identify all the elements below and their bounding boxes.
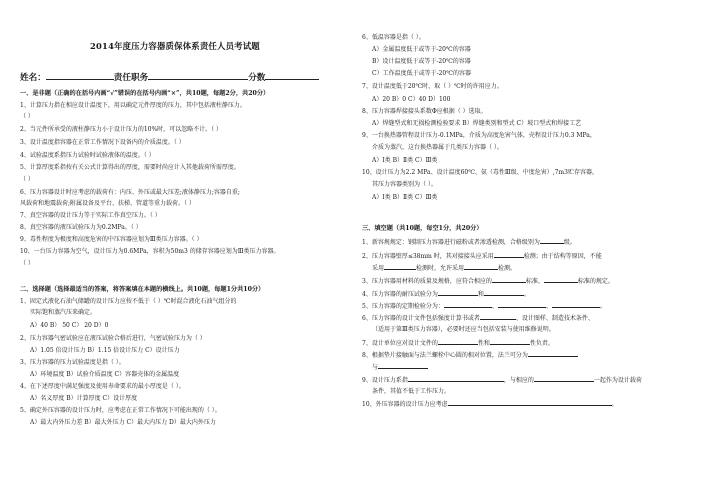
fill-q2-blank-2[interactable] [384,264,416,270]
tf-q5-answer: （ ） [20,176,34,183]
fill-q7-end: 性负责。 [529,340,554,347]
fill-q9-text: 9、设计压力系指 [362,377,408,384]
fill-q4-end: 。 [523,291,530,298]
tf-q10: 10、一台压力容器为空气，设计压力为0.6MPa，容积为50m3 的储存容器应划为Ⅲ类压力容器。 [20,248,280,255]
mc-q6-option-c: C）工作温度低于或等于-20℃的容器 [372,70,471,77]
fill-q8-cont [372,363,428,371]
fill-q4-text: 4、压力容器的耐压试验分为 [362,291,438,298]
fill-q3-blank-2[interactable] [544,277,578,283]
fill-q10-blank[interactable] [448,400,612,406]
mc-q3-options: A）环境温度 B）试验介质温度 C）容器壳体的金属温度 [30,371,180,378]
fill-q9-text-3: 一起作为设计载荷 [593,377,642,384]
fill-q1-blank[interactable] [540,238,564,244]
score-blank [265,72,319,80]
fill-q2-blank-3[interactable] [464,264,498,270]
mc-q2-options: A）1.05 倍设计压力 B）1.15 倍设计压力 C）设计压力 [30,347,180,354]
tf-q1-answer: （ ） [20,113,34,120]
fill-q9-text-2: ，与相应的 [503,377,534,384]
fill-q1-end: 级。 [563,239,576,246]
fill-q8-blank-2[interactable] [378,363,428,369]
mc-q7-options: A）20 B）0 C）40 D）100 [372,96,451,103]
mc-heading: 二、选择题（选择最适当的答案，将答案填在本题的横线上。共10题，每题1分共10分） [20,286,265,293]
fill-q9-cont: 条件，其值不低于工作压力。 [372,388,451,395]
mc-q4: 4、在下述厚度中满足强度及使用寿命要求的最小厚度是（ ）。 [20,383,185,390]
mc-q8: 8、压力容器焊接接头系数Φ应根据（ ）选取。 [362,108,487,115]
tf-q2: 2、当元件所承受的液柱静压力小于设计压力的10%时，可以忽略不计。（ ） [20,126,223,133]
post-blank [148,72,248,80]
fill-q1 [362,238,576,246]
fill-q8-blank-1[interactable] [528,351,578,357]
tf-q7: 7、真空容器的设计压力等于实际工作真空压力。（ ） [20,212,161,219]
fill-q7-blank-1[interactable] [438,339,478,345]
mc-q10-options: A）Ⅰ类 B）Ⅱ类 C）Ⅲ类 [372,194,438,201]
mc-q1-options: A）40 B） 50 C） 20 D）0 [30,322,109,329]
fill-q2-text-2: 检测；由于结构等原因，不能 [523,253,602,260]
fill-q7-blank-2[interactable] [490,339,530,345]
fill-q6 [362,314,594,322]
mc-q6-option-b: B）设计温度低于或等于-20℃的容器 [372,58,471,65]
exam-title: 2014年度压力容器质保体系责任人员考试题 [90,41,260,51]
fill-heading: 三、填空题（共10题，每空1分，共20分） [362,225,483,232]
fill-q5 [362,302,606,310]
mc-q4-options: A）名义厚度 B）计算厚度 C）设计厚度 [30,395,138,402]
tf-q6: 6、压力容器设计时应考虑的载荷有：内压、外压或最大压差;液体静压力;容器自重; [20,189,240,196]
tf-q10-answer: （ ） [20,260,34,267]
fill-q5-blank-2[interactable] [498,302,546,308]
mc-q1: 1、固定式液化石油气储罐的设计压力应按不低于（ ）℃时混合液化石油气组分的 [20,298,237,305]
fill-q10 [362,400,618,408]
fill-q5-sep-2: 、 [545,303,552,310]
fill-q6-text: 6、压力容器的设计文件包括强度计算书或者 [362,315,480,322]
tf-q4: 4、试验温度系指压力试验时试验液体的温度。（ ） [20,152,155,159]
mc-q2: 2、压力容器气密试验应在液压试验合格后进行，气密试验压力为（ ） [20,335,206,342]
mc-q7: 7、设计温度低于20℃时，取（ ）℃时的许用应力。 [362,83,503,90]
fill-q4 [362,290,530,298]
fill-q5-blank-1[interactable] [444,302,492,308]
fill-q8-text-2: 与 [372,364,379,371]
mc-q6: 6、低温容器是指（ ）。 [362,34,425,41]
tf-q1: 1、计算压力指在相应设计温度下，用以确定元件厚度的压力，其中包括液柱静压力。 [20,102,246,109]
mc-q9-cont: 介质为蒸汽，这台换热器属于几类压力容器（ ）。 [372,144,503,151]
name-label: 姓名： [20,73,46,83]
name-blank [46,72,114,80]
fill-q3-end: 标准的规定。 [577,278,614,285]
mc-q9-options: A）Ⅰ类 B）Ⅱ类 C）Ⅲ类 [372,157,438,164]
name-line [20,71,319,83]
fill-q6-blank[interactable] [480,314,516,320]
mc-q8-options: A）焊缝型式和无损检测检验要求 B）焊缝类别和型式 C）坡口型式和焊接工艺 [372,120,582,127]
fill-q9-blank-1[interactable] [408,376,504,382]
fill-q2 [362,252,602,260]
fill-q5-end: 。 [599,303,606,310]
mc-q5-options: A）最大内外压力差 B）最大外压力 C）最大内压力 D）最大内外压力 [30,419,216,426]
fill-q2-blank-1[interactable] [494,252,524,258]
tf-q5: 5、计算厚度系指按有关公式计算得出的厚度，需要时尚应计入其他载荷所需厚度。 [20,164,240,171]
fill-q2-text-4: 检测时，允许采用 [416,265,465,272]
fill-q3 [362,277,614,285]
fill-q3-text-2: 标准、 [525,278,544,285]
fill-q2-text-3: 采用 [372,265,385,272]
fill-q8-text: 8、根据垫片接触面与法兰螺栓中心圆的相对位置，法兰可分为 [362,352,528,359]
fill-q5-blank-3[interactable] [552,302,600,308]
fill-q9-blank-2[interactable] [534,376,594,382]
fill-q10-text: 10、外压容器的设计压力应考虑 [362,401,448,408]
fill-q2-cont [372,264,516,272]
fill-q10-end: 。 [611,401,618,408]
fill-q4-blank-2[interactable] [484,290,524,296]
mc-q6-option-a: A）金属温度低于或等于-20℃的容器 [372,46,471,53]
fill-q5-text: 5、压力容器的定期检验分为： [362,303,444,310]
fill-q8 [362,351,578,359]
fill-q5-sep-1: 、 [491,303,498,310]
score-label: 分数 [248,73,266,83]
fill-q2-end: 检测。 [498,265,517,272]
tf-heading: 一、是非题（正确的在括号内画“√”错误的在括号内画“×”，共10题，每题2分，共20分） [20,90,270,97]
mc-q3: 3、压力容器的压力试验温度是指（ ）。 [20,359,125,366]
fill-q2-text: 2、压力容器壁厚≤38mm 时，其对接接头应采用 [362,253,494,260]
fill-q7-text-2: 性和 [477,340,490,347]
fill-q7 [362,339,554,347]
tf-q3: 3、设计温度指容器在正常工作情况下设备内的介质温度。（ ） [20,139,185,146]
fill-q1-text: 1、新容规规定：钢制压力容器进行磁粉或者渗透检测，合格级别为 [362,239,540,246]
mc-q9: 9、一台换热器管程设计压力-0.1MPa，介质为高度危害气体，壳程设计压力0.3 MPa， [362,132,596,139]
fill-q4-text-2: 和 [477,291,484,298]
post-label: 责任职务 [113,73,149,83]
fill-q7-text: 7、设计单位应对设计文件的 [362,340,438,347]
mc-q10-cont: 其压力容器类别为（ ）。 [372,181,437,188]
fill-q6-cont: （适用于第Ⅲ类压力容器），必要时还应当包括安装与使用维修说明。 [372,326,555,333]
tf-q9: 9、毒性程度为极度和高度危害的中压容器应划为Ⅲ类压力容器。（ ） [20,236,203,243]
fill-q4-blank-1[interactable] [438,290,478,296]
mc-q5: 5、确定外压容器的设计压力时，应考虑在正常工作情况下可能出现的（ ）。 [20,407,221,414]
fill-q3-blank-1[interactable] [492,277,526,283]
fill-q9 [362,376,642,384]
mc-q1-cont: 实际饱和蒸汽压来确定。 [30,309,97,316]
tf-q6-cont: 风载荷和地震载荷;附属设备及平台、扶梯、管道等重力载荷。（ ） [20,200,195,207]
fill-q3-text: 3、压力容器用材料的质量及规格，应符合相应的 [362,278,492,285]
tf-q8: 8、真空容器的液压试验压力为0.2MPa。（ ） [20,224,142,231]
fill-q6-text-2: 、设计图样、制造技术条件、 [515,315,594,322]
mc-q10: 10、设计压力为2.2 MPa、设计温度60℃、氨（毒性Ⅲ级、中度危害）,7m3贮存容器， [362,169,598,176]
